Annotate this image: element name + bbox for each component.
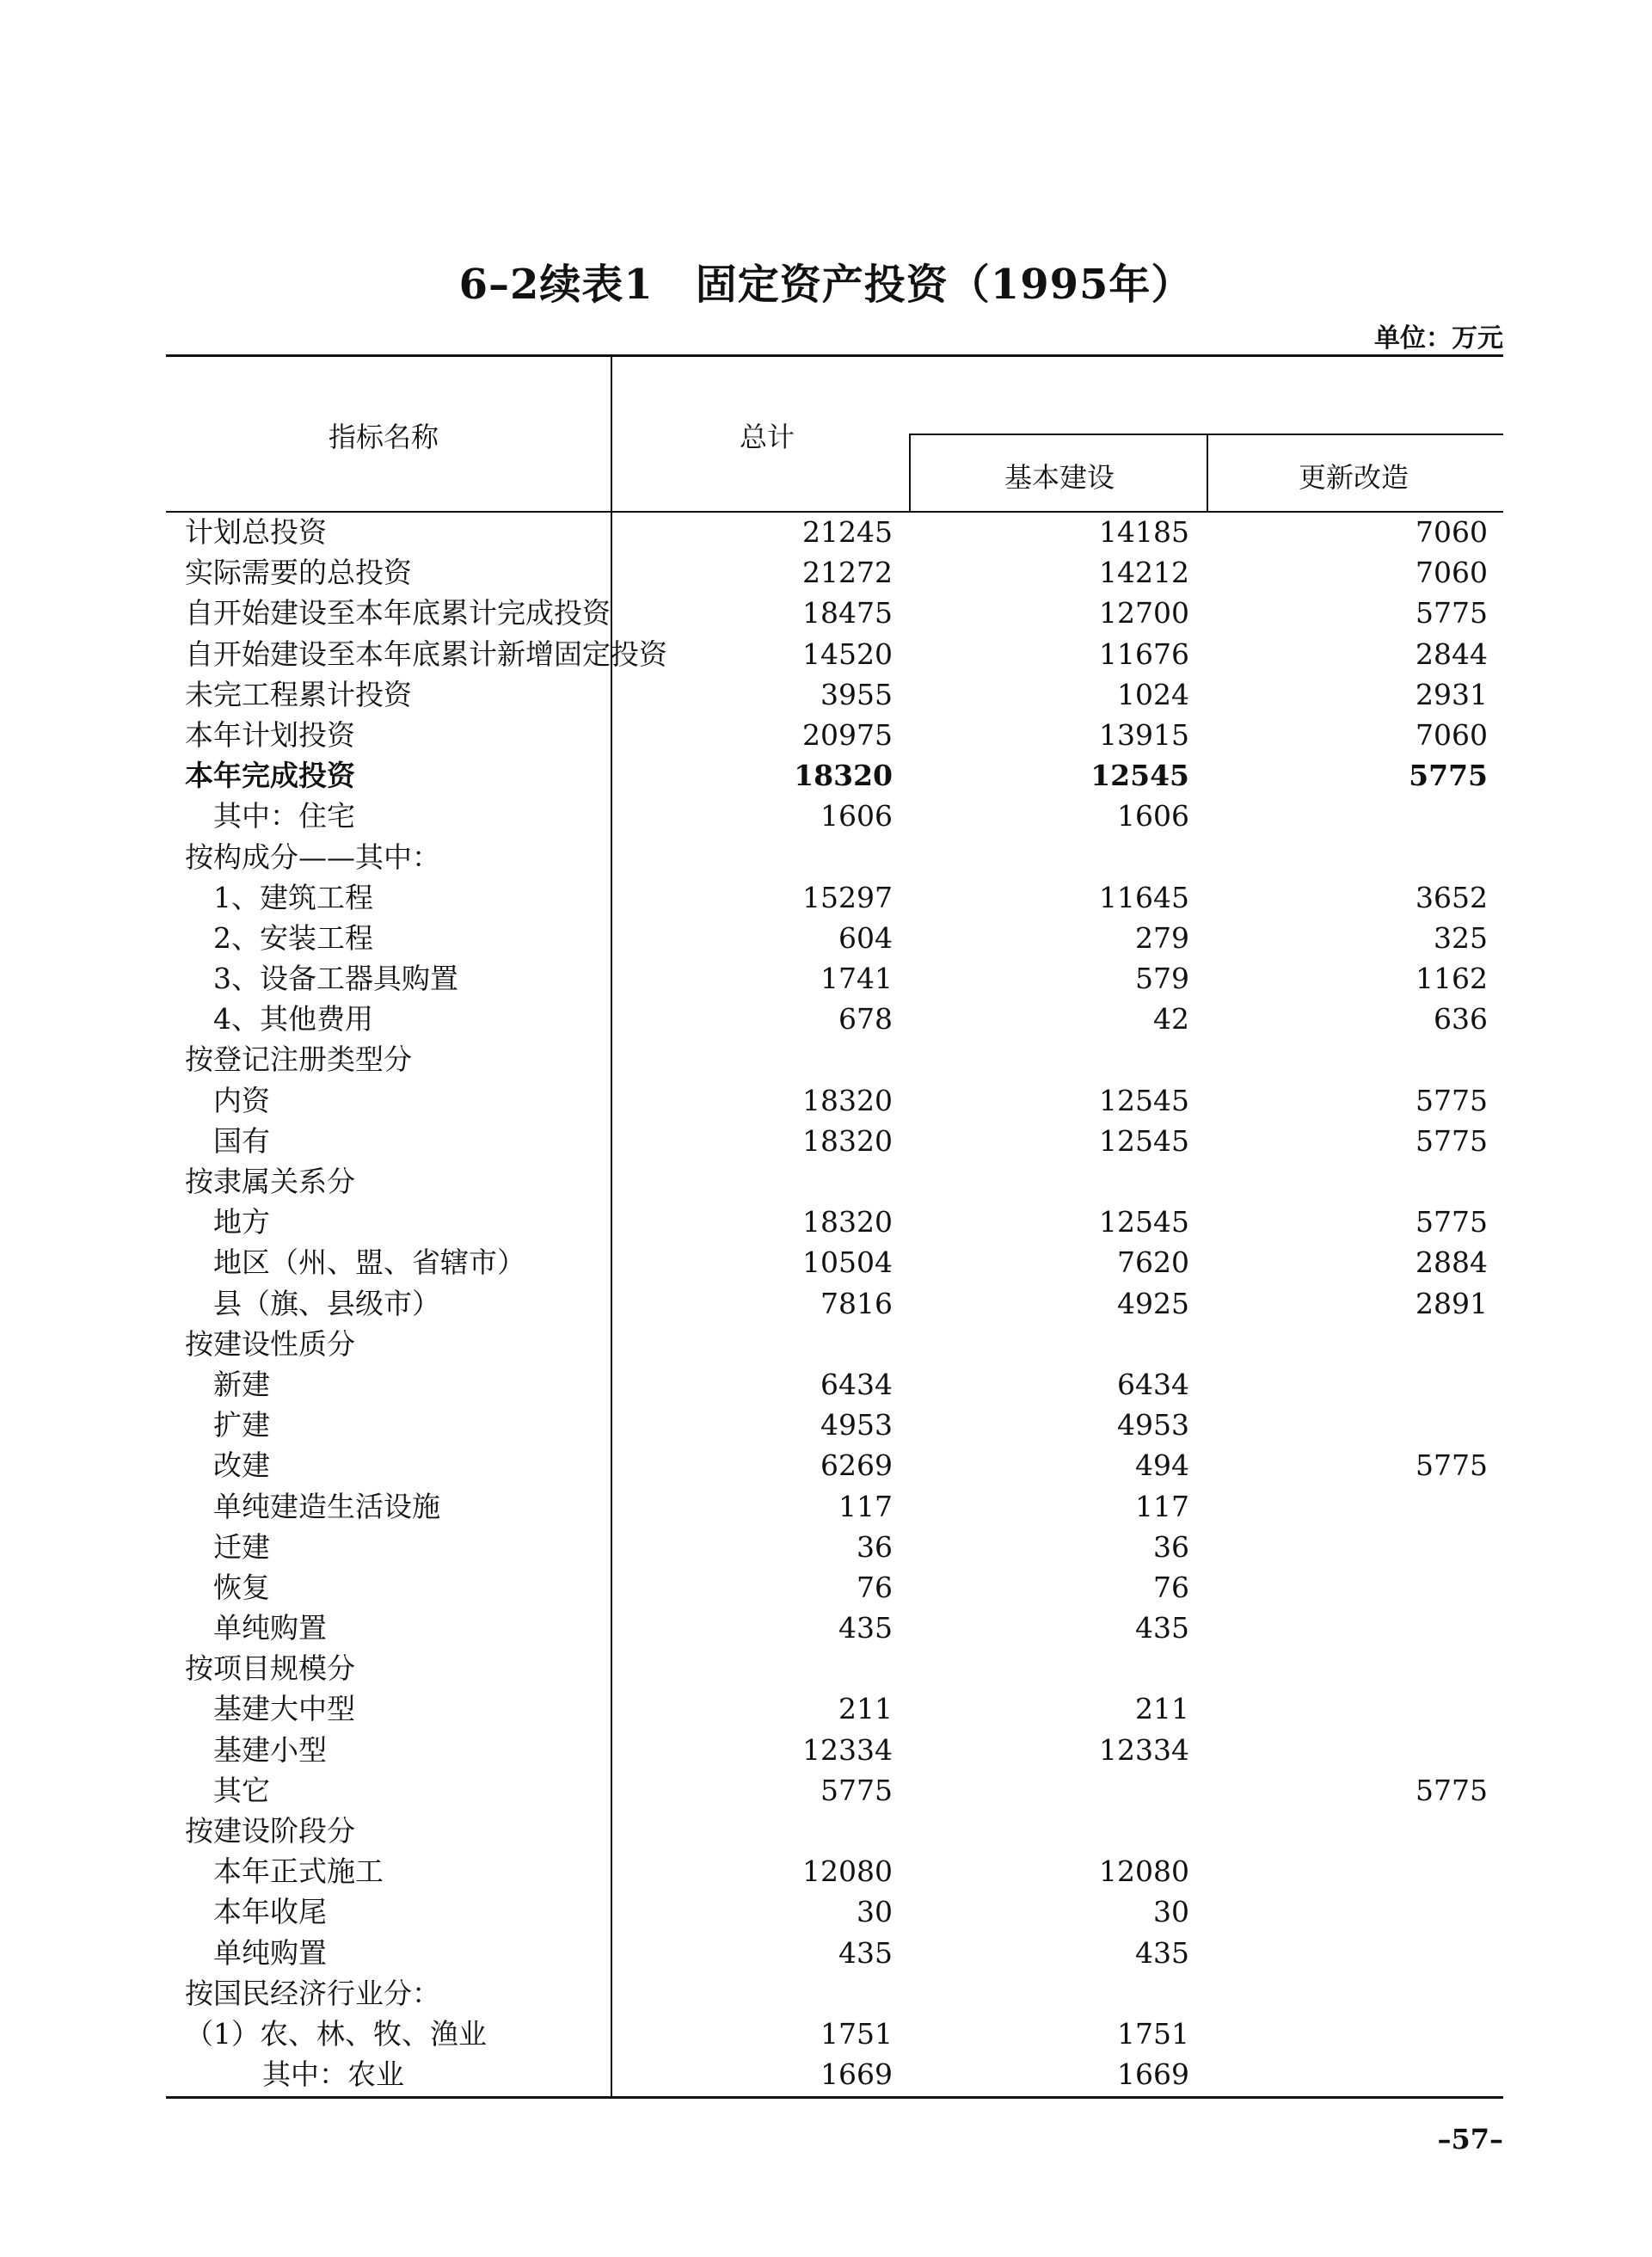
row-label: 自开始建设至本年底累计新增固定投资 (185, 637, 667, 671)
page-number: –57– (1437, 2123, 1503, 2156)
table-row (166, 1039, 1503, 1079)
cell-basic-construction: 30 (1153, 1895, 1189, 1929)
cell-total: 12080 (802, 1854, 893, 1889)
row-label: 恢复 (213, 1570, 270, 1604)
column-divider-total (909, 434, 911, 512)
table-row (166, 918, 1503, 958)
row-label: 地区（州、盟、省辖市） (213, 1245, 525, 1280)
table-row (166, 958, 1503, 999)
cell-renovation: 7060 (1416, 717, 1488, 752)
cell-renovation: 3652 (1416, 880, 1488, 914)
column-divider-basic (1207, 434, 1208, 512)
table-row (166, 593, 1503, 633)
table-row (166, 2054, 1503, 2094)
cell-renovation: 2931 (1416, 677, 1488, 711)
cell-basic-construction: 1024 (1117, 677, 1189, 711)
cell-total: 604 (838, 920, 893, 955)
cell-total: 18475 (802, 596, 893, 630)
cell-renovation: 636 (1434, 1002, 1488, 1036)
table-row (166, 755, 1503, 796)
cell-basic-construction: 12334 (1099, 1732, 1189, 1767)
cell-total: 20975 (802, 717, 893, 752)
cell-basic-construction: 12545 (1099, 1123, 1189, 1158)
cell-total: 21245 (802, 515, 893, 549)
cell-basic-construction: 1669 (1117, 2057, 1189, 2092)
cell-renovation: 5775 (1416, 1448, 1488, 1483)
row-label: 本年计划投资 (185, 717, 355, 752)
cell-basic-construction: 13915 (1099, 717, 1189, 752)
table-row (166, 1891, 1503, 1932)
cell-total: 5775 (820, 1773, 893, 1807)
unit-label: 单位：万元 (1374, 323, 1503, 354)
cell-renovation: 5775 (1416, 596, 1488, 630)
cell-basic-construction: 6434 (1117, 1367, 1189, 1401)
row-label: 计划总投资 (185, 515, 327, 549)
cell-renovation: 7060 (1416, 515, 1488, 549)
row-label: （1）农、林、牧、渔业 (185, 2016, 487, 2051)
cell-basic-construction: 494 (1135, 1448, 1189, 1483)
cell-basic-construction: 435 (1135, 1611, 1189, 1645)
table-row (166, 1933, 1503, 1973)
table-row (166, 1527, 1503, 1567)
row-label: 单纯建造生活设施 (213, 1489, 440, 1523)
cell-renovation: 7060 (1416, 556, 1488, 590)
row-label: 按登记注册类型分 (185, 1042, 412, 1077)
cell-total: 76 (857, 1570, 893, 1604)
row-label: 按建设性质分 (185, 1326, 355, 1361)
cell-basic-construction: 1606 (1117, 799, 1189, 833)
row-label: 本年收尾 (213, 1895, 327, 1929)
cell-renovation: 5775 (1409, 759, 1488, 793)
cell-total: 15297 (802, 880, 893, 914)
row-label: 迁建 (213, 1529, 270, 1564)
table-row (166, 1608, 1503, 1648)
table-row (166, 1080, 1503, 1121)
row-label: 其中：农业 (262, 2057, 404, 2092)
cell-basic-construction: 36 (1153, 1529, 1189, 1564)
row-label: 基建小型 (213, 1732, 327, 1767)
cell-total: 678 (838, 1002, 893, 1036)
table-row (166, 634, 1503, 674)
table-row (166, 796, 1503, 836)
cell-basic-construction: 211 (1135, 1692, 1189, 1726)
row-label: 4、其他费用 (213, 1002, 373, 1036)
cell-basic-construction: 14185 (1099, 515, 1189, 549)
cell-total: 10504 (802, 1245, 893, 1280)
row-label: 本年完成投资 (185, 759, 355, 793)
cell-basic-construction: 12545 (1099, 1205, 1189, 1239)
table-row (166, 1283, 1503, 1324)
cell-basic-construction: 4953 (1117, 1408, 1189, 1442)
cell-basic-construction: 4925 (1117, 1286, 1189, 1320)
row-label: 实际需要的总投资 (185, 556, 412, 590)
cell-renovation: 1162 (1416, 962, 1488, 996)
row-label: 县（旗、县级市） (213, 1286, 440, 1320)
table-row (166, 1405, 1503, 1445)
row-label: 改建 (213, 1448, 270, 1483)
cell-total: 1751 (820, 2016, 893, 2051)
table-row (166, 837, 1503, 877)
header-indicator-name: 指标名称 (329, 421, 439, 453)
row-label: 基建大中型 (213, 1692, 355, 1726)
cell-basic-construction: 117 (1135, 1489, 1189, 1523)
cell-total: 4953 (820, 1408, 893, 1442)
cell-total: 6434 (820, 1367, 893, 1401)
cell-total: 21272 (802, 556, 893, 590)
table-row (166, 1324, 1503, 1364)
header-total: 总计 (740, 421, 795, 453)
cell-basic-construction: 12545 (1090, 759, 1189, 793)
cell-basic-construction: 279 (1135, 920, 1189, 955)
row-label: 1、建筑工程 (213, 880, 373, 914)
cell-renovation: 2844 (1416, 637, 1488, 671)
row-label: 新建 (213, 1367, 270, 1401)
table-row (166, 1202, 1503, 1242)
cell-renovation: 2884 (1416, 1245, 1488, 1280)
cell-basic-construction: 7620 (1117, 1245, 1189, 1280)
table-row (166, 1730, 1503, 1770)
table-row (166, 1486, 1503, 1527)
cell-basic-construction: 12080 (1099, 1854, 1189, 1889)
table-row (166, 999, 1503, 1039)
table-row (166, 1688, 1503, 1729)
cell-renovation: 5775 (1416, 1773, 1488, 1807)
row-label: 未完工程累计投资 (185, 677, 412, 711)
table-row (166, 1648, 1503, 1688)
page-title: 6–2续表1 固定资产投资（1995年） (458, 261, 1194, 309)
row-label: 本年正式施工 (213, 1854, 384, 1889)
cell-total: 14520 (802, 637, 893, 671)
cell-total: 12334 (802, 1732, 893, 1767)
cell-total: 6269 (820, 1448, 893, 1483)
table-row (166, 715, 1503, 755)
row-label: 地方 (213, 1205, 270, 1239)
table-row (166, 1851, 1503, 1891)
row-label: 自开始建设至本年底累计完成投资 (185, 596, 611, 630)
cell-total: 3955 (820, 677, 893, 711)
table-row (166, 1121, 1503, 1161)
row-label: 单纯购置 (213, 1935, 327, 1970)
table-row (166, 512, 1503, 552)
cell-total: 18320 (802, 1083, 893, 1117)
cell-total: 7816 (820, 1286, 893, 1320)
row-label: 扩建 (213, 1408, 270, 1442)
table-row (166, 1770, 1503, 1811)
cell-basic-construction: 14212 (1099, 556, 1189, 590)
table-row (166, 1811, 1503, 1851)
row-label: 按构成分——其中： (185, 839, 440, 874)
row-label: 按隶属关系分 (185, 1165, 355, 1198)
cell-renovation: 5775 (1416, 1083, 1488, 1117)
row-label: 其中：住宅 (213, 799, 355, 833)
table-row (166, 674, 1503, 715)
table-row (166, 877, 1503, 918)
cell-basic-construction: 11645 (1099, 880, 1189, 914)
cell-basic-construction: 76 (1153, 1570, 1189, 1604)
cell-total: 1741 (820, 962, 893, 996)
cell-total: 18320 (802, 1205, 893, 1239)
table-row (166, 1364, 1503, 1405)
row-label: 按建设阶段分 (185, 1814, 355, 1848)
table-row (166, 1445, 1503, 1485)
cell-basic-construction: 12700 (1099, 596, 1189, 630)
cell-total: 117 (838, 1489, 893, 1523)
row-label: 2、安装工程 (213, 920, 373, 955)
row-label: 国有 (213, 1123, 270, 1158)
header-renovation: 更新改造 (1299, 461, 1409, 494)
table-row (166, 1161, 1503, 1202)
row-label: 其它 (213, 1773, 270, 1807)
row-label: 单纯购置 (213, 1611, 327, 1645)
row-label: 内资 (213, 1083, 270, 1117)
cell-total: 1669 (820, 2057, 893, 2092)
cell-total: 18320 (794, 759, 893, 793)
row-label: 3、设备工器具购置 (213, 962, 458, 996)
cell-total: 1606 (820, 799, 893, 833)
cell-total: 36 (857, 1529, 893, 1564)
cell-total: 18320 (802, 1123, 893, 1158)
row-label: 按国民经济行业分： (185, 1976, 440, 2010)
cell-renovation: 5775 (1416, 1123, 1488, 1158)
cell-total: 211 (838, 1692, 893, 1726)
cell-renovation: 2891 (1416, 1286, 1488, 1320)
table-row (166, 2014, 1503, 2054)
cell-basic-construction: 11676 (1099, 637, 1189, 671)
cell-basic-construction: 435 (1135, 1935, 1189, 1970)
cell-total: 435 (838, 1611, 893, 1645)
cell-basic-construction: 12545 (1099, 1083, 1189, 1117)
header-basic-construction: 基本建设 (1004, 461, 1115, 494)
cell-basic-construction: 1751 (1117, 2016, 1189, 2051)
table-body (166, 512, 1503, 2094)
table-row (166, 552, 1503, 593)
table-row (166, 1567, 1503, 1608)
cell-renovation: 325 (1434, 920, 1488, 955)
cell-basic-construction: 42 (1153, 1002, 1189, 1036)
table-bottom-rule (166, 2096, 1503, 2099)
table-row (166, 1973, 1503, 2014)
cell-renovation: 5775 (1416, 1205, 1488, 1239)
table-row (166, 1242, 1503, 1282)
table-top-rule (166, 354, 1503, 357)
cell-total: 435 (838, 1935, 893, 1970)
row-label: 按项目规模分 (185, 1651, 355, 1686)
cell-total: 30 (857, 1895, 893, 1929)
cell-basic-construction: 579 (1135, 962, 1189, 996)
